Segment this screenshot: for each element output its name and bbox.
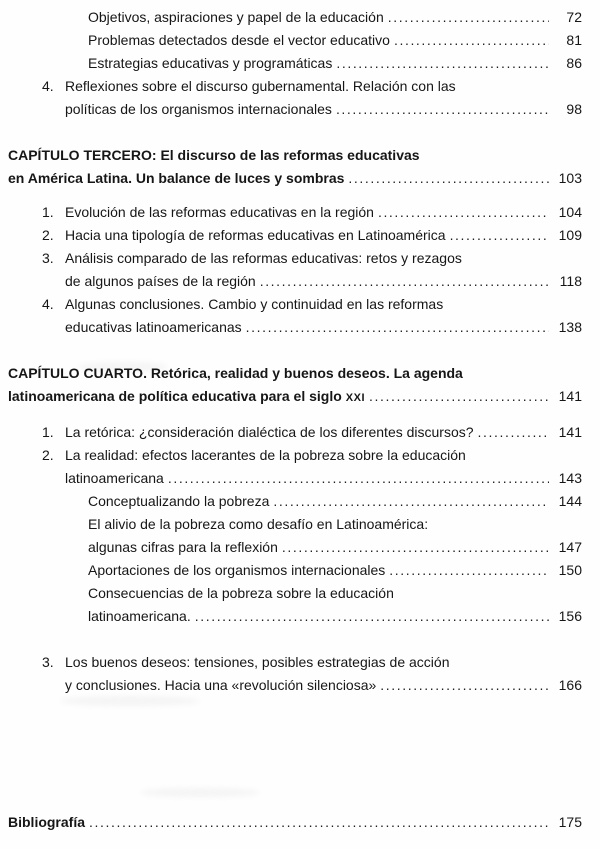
- toc-item-number: 4.: [42, 78, 54, 94]
- toc-entry-text: El alivio de la pobreza como desafío en Latinoamérica:: [88, 516, 429, 532]
- toc-item-number: 3.: [42, 654, 54, 670]
- toc-row: [8, 421, 582, 444]
- dot-leader: [89, 811, 549, 834]
- toc-row: [8, 559, 582, 582]
- dot-leader: [478, 421, 549, 444]
- dot-leader: [388, 6, 549, 29]
- toc-entry-text: algunas cifras para la reflexión: [88, 539, 278, 555]
- toc-row: [8, 293, 582, 316]
- toc-entry-text: Consecuencias de la pobreza sobre la educación: [88, 585, 394, 601]
- toc-entry-text: Objetivos, aspiraciones y papel de la educación: [88, 9, 384, 25]
- toc-page-number: 156: [558, 608, 582, 624]
- toc-row: [8, 467, 582, 490]
- dot-leader: [348, 167, 549, 190]
- toc-row: [8, 247, 582, 270]
- toc-entry-text: latinoamericana de política educativa para el siglo: [8, 388, 342, 404]
- toc-row: [8, 75, 582, 98]
- toc-entry-text: de algunos países de la región: [65, 273, 256, 289]
- toc-entry-text: Algunas conclusiones. Cambio y continuidad en las reformas: [65, 296, 444, 312]
- toc-spacer: [8, 339, 582, 362]
- toc-spacer: [8, 121, 582, 144]
- toc-page-number: 138: [558, 319, 582, 335]
- toc-page-number: 150: [558, 562, 582, 578]
- toc-spacer: [8, 190, 582, 201]
- toc-item-number: 1.: [42, 424, 54, 440]
- toc-page-number: 143: [558, 470, 582, 486]
- toc-entry-text: CAPÍTULO CUARTO. Retórica, realidad y buenos deseos. La agenda: [8, 365, 463, 381]
- toc-page-number: 118: [559, 273, 582, 289]
- toc-row: [8, 144, 582, 167]
- dot-leader: [195, 605, 549, 628]
- toc-row: [8, 513, 582, 536]
- toc-item-number: 1.: [42, 204, 54, 220]
- toc-row: [8, 674, 582, 697]
- toc-row: [8, 6, 582, 29]
- toc-page-number: 109: [558, 227, 582, 243]
- toc-entry-text: latinoamericana: [65, 470, 164, 486]
- toc-entry-text: y conclusiones. Hacia una «revolución silenciosa»: [65, 677, 377, 693]
- toc-item-number: 3.: [42, 250, 54, 266]
- toc-entry-text: Bibliografía: [8, 814, 86, 830]
- toc-row: [8, 167, 582, 190]
- dot-leader: [394, 29, 549, 52]
- toc-page-number: 72: [566, 9, 582, 25]
- toc-entry-text: latinoamericana.: [88, 608, 191, 624]
- toc-page-number: 147: [558, 539, 582, 555]
- toc-spacer: [8, 697, 582, 811]
- toc-entry-text: Análisis comparado de las reformas educativas: retos y rezagos: [65, 250, 462, 266]
- toc-entry-text: Reflexiones sobre el discurso gubernamental. Relación con las: [65, 78, 456, 94]
- toc-row: [8, 224, 582, 247]
- toc-row: [8, 651, 582, 674]
- dot-leader: [260, 270, 549, 293]
- toc-row: [8, 316, 582, 339]
- toc-item-number: 2.: [42, 447, 54, 463]
- toc-row: [8, 52, 582, 75]
- toc-row: [8, 582, 582, 605]
- toc-page-number: 166: [558, 677, 582, 693]
- toc-page-number: 81: [566, 32, 582, 48]
- toc-page-number: 86: [566, 55, 582, 71]
- dot-leader: [246, 316, 549, 339]
- dot-leader: [380, 674, 549, 697]
- toc-entry-text: Hacia una tipología de reformas educativas en Latinoamérica: [65, 227, 446, 243]
- dot-leader: [450, 224, 549, 247]
- toc-entry-text: Problemas detectados desde el vector educativo: [88, 32, 390, 48]
- toc-row: [8, 29, 582, 52]
- toc-spacer: [8, 410, 582, 421]
- toc-row: [8, 605, 582, 628]
- toc-entry-text: La retórica: ¿consideración dialéctica de los diferentes discursos?: [65, 424, 474, 440]
- toc-page-number: 141: [558, 424, 582, 440]
- dot-leader: [378, 201, 549, 224]
- toc-entry-text: Estrategias educativas y programáticas: [88, 55, 333, 71]
- dot-leader: [336, 98, 549, 121]
- toc-entry-text: Aportaciones de los organismos internacionales: [88, 562, 386, 578]
- toc-entry-text: educativas latinoamericanas: [65, 319, 242, 335]
- toc-entry-text: Los buenos deseos: tensiones, posibles estrategias de acción: [65, 654, 450, 670]
- toc-page-number: 144: [558, 493, 582, 509]
- toc-page-number: 175: [558, 814, 582, 830]
- toc-entry-text: en América Latina. Un balance de luces y sombras: [8, 170, 345, 186]
- dot-leader: [369, 385, 549, 408]
- toc-entry-text: Evolución de las reformas educativas en la región: [65, 204, 374, 220]
- table-of-contents: [8, 6, 582, 834]
- toc-page-number: 98: [566, 101, 582, 117]
- dot-leader: [336, 52, 549, 75]
- toc-row: [8, 444, 582, 467]
- toc-row: [8, 270, 582, 293]
- toc-page-number: 103: [558, 170, 582, 186]
- toc-page-number: 141: [558, 388, 582, 404]
- toc-row: [8, 201, 582, 224]
- toc-row: [8, 490, 582, 513]
- dot-leader: [282, 536, 549, 559]
- toc-row: [8, 536, 582, 559]
- toc-spacer: [8, 628, 582, 651]
- toc-row: [8, 98, 582, 121]
- dot-leader: [389, 559, 549, 582]
- toc-entry-text: Conceptualizando la pobreza: [88, 493, 270, 509]
- toc-item-number: 2.: [42, 227, 54, 243]
- toc-entry-text: políticas de los organismos internacionales: [65, 101, 332, 117]
- toc-entry-text: La realidad: efectos lacerantes de la pobreza sobre la educación: [65, 447, 466, 463]
- dot-leader: [273, 490, 549, 513]
- toc-row: [8, 385, 582, 410]
- toc-row: [8, 362, 582, 385]
- dot-leader: [168, 467, 549, 490]
- toc-item-number: 4.: [42, 296, 54, 312]
- toc-page-number: 104: [558, 204, 582, 220]
- toc-entry-text: CAPÍTULO TERCERO: El discurso de las reformas educativas: [8, 147, 420, 163]
- toc-entry-text-smallcaps: XXI: [345, 392, 366, 404]
- toc-row: [8, 811, 582, 834]
